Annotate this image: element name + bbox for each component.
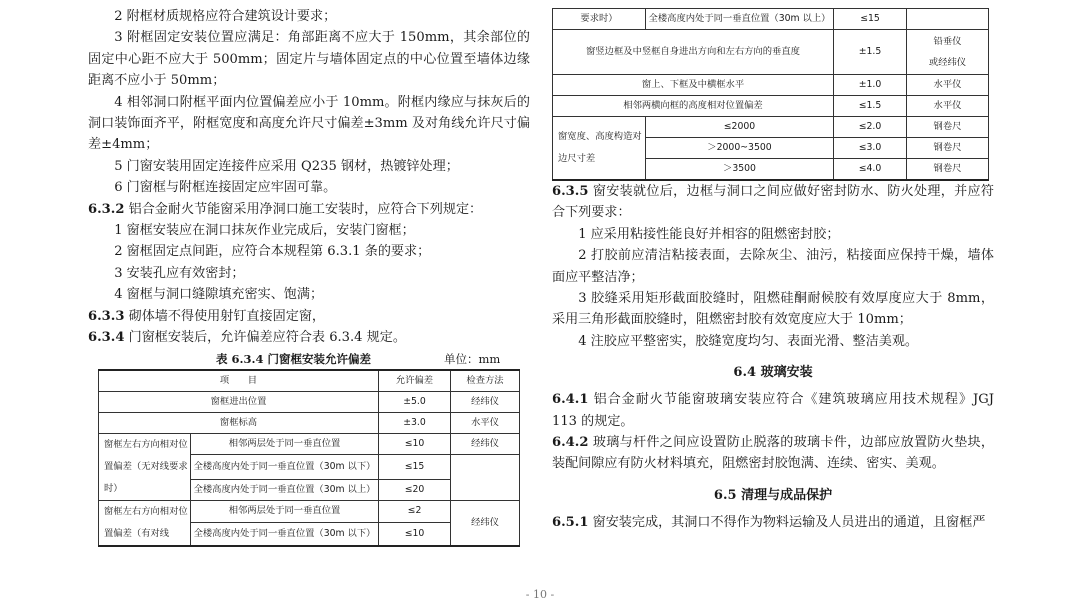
table-row <box>99 433 520 454</box>
row-item: 窗上、下框及中横框水平 <box>553 75 834 96</box>
clause-6-3-2-item-3: 3 安装孔应有效密封； <box>114 265 245 281</box>
header-tolerance: 允许偏差 <box>379 370 451 392</box>
clause-text: 玻璃与杆件之间应设置防止脱落的玻璃卡件，边部应放置防火垫块，装配间隙应有防火材料填充，阻燃密封胶饱满、连续、密实、美观。 <box>552 435 994 472</box>
clause-6-3-4 <box>88 327 530 348</box>
clause-number: 6.3.5 <box>552 184 589 199</box>
clause-6-4-1 <box>552 389 994 432</box>
clause-6-5-1 <box>552 512 994 533</box>
row-item: 窗竖边框及中竖框自身进出方向和左右方向的垂直度 <box>553 30 834 75</box>
group-label: 窗框左右方向相对位置偏差（有对线 <box>99 500 191 546</box>
row-tolerance: ±5.0 <box>379 391 451 412</box>
row-method: 水平仪 <box>907 96 989 117</box>
clause-6-3-1-item-6: 6 门窗框与附框连接固定应牢固可靠。 <box>114 180 337 196</box>
section-heading-6-4: 6.4 玻璃安装 <box>733 365 813 381</box>
row-tolerance: ±1.5 <box>834 30 907 75</box>
clause-text: 门窗框安装后，允许偏差应符合表 6.3.4 规定。 <box>128 330 406 346</box>
table-title: 表 6.3.4 门窗框安装允许偏差 <box>216 351 372 366</box>
row-item: 全楼高度内处于同一垂直位置（30m 以上） <box>191 479 379 500</box>
section-heading-6-5: 6.5 清理与成品保护 <box>713 487 833 503</box>
row-method: 经纬仪 <box>451 500 520 546</box>
table-row <box>553 30 989 75</box>
clause-6-3-1-item-4: 4 相邻洞口附框平面内位置偏差应小于 10mm。附框内缘应与抹灰后的洞口装饰面齐平，附框宽度和高度允许尺寸偏差±3mm 及对角线允许尺寸偏差±4mm； <box>88 94 530 153</box>
row-item: ≤2000 <box>646 117 834 138</box>
method-line: 铅垂仪 <box>933 36 962 47</box>
clause-text: 窗安装就位后，边框与洞口之间应做好密封防水、防火处理，并应符合下列要求： <box>552 184 994 221</box>
row-method-empty <box>907 9 989 30</box>
row-tolerance: ≤10 <box>379 522 451 545</box>
header-method: 检查方法 <box>451 370 520 392</box>
table-row <box>553 96 989 117</box>
left-column <box>88 6 530 547</box>
row-method: 水平仪 <box>907 75 989 96</box>
tolerance-table-part-1 <box>98 369 520 547</box>
clause-6-3-5-item-1: 1 应采用粘接性能良好并相容的阻燃密封胶； <box>578 226 840 242</box>
row-method: 钢卷尺 <box>907 159 989 181</box>
row-tolerance: ≤3.0 <box>834 138 907 159</box>
row-tolerance: ≤15 <box>379 454 451 479</box>
clause-number: 6.4.1 <box>552 392 589 408</box>
table-row <box>99 500 520 522</box>
row-item: 全楼高度内处于同一垂直位置（30m 以下） <box>191 454 379 479</box>
row-item: 全楼高度内处于同一垂直位置（30m 以上） <box>646 9 834 30</box>
row-item: 相邻两横向框的高度相对位置偏差 <box>553 96 834 117</box>
method-line: 或经纬仪 <box>928 57 967 68</box>
row-method: 水平仪 <box>451 412 520 433</box>
right-column <box>552 8 994 533</box>
tolerance-table-part-2 <box>552 8 989 181</box>
table-caption <box>88 349 530 369</box>
row-tolerance: ±3.0 <box>379 412 451 433</box>
row-tolerance: ≤2.0 <box>834 117 907 138</box>
row-tolerance: ≤1.5 <box>834 96 907 117</box>
table-unit: 单位：mm <box>444 351 501 366</box>
row-item: 窗框进出位置 <box>99 391 379 412</box>
clause-number: 6.3.3 <box>88 308 125 324</box>
clause-6-3-5-item-2: 2 打胶前应清洁粘接表面，去除灰尘、油污，粘接面应保持干燥，墙体面应平整洁净； <box>552 248 994 285</box>
clause-6-4-2 <box>552 432 994 475</box>
row-item: 窗框标高 <box>99 412 379 433</box>
table-row <box>553 117 989 138</box>
table-row <box>553 9 989 30</box>
clause-6-3-5-item-4: 4 注胶应平整密实，胶缝宽度均匀、表面光滑、整洁美观。 <box>578 333 919 349</box>
row-method-empty <box>451 454 520 500</box>
row-item: 相邻两层处于同一垂直位置 <box>191 500 379 522</box>
row-method <box>907 30 989 75</box>
row-tolerance: ±1.0 <box>834 75 907 96</box>
row-item: 相邻两层处于同一垂直位置 <box>191 433 379 454</box>
clause-6-3-1-item-2: 2 附框材质规格应符合建筑设计要求； <box>114 9 337 24</box>
group-label: 窗宽度、高度构造对边尺寸差 <box>553 117 646 181</box>
clause-6-3-2 <box>88 199 530 220</box>
group-label: 要求时） <box>553 9 646 30</box>
clause-6-3-2-item-1: 1 窗框安装应在洞口抹灰作业完成后，安装门窗框； <box>114 223 415 239</box>
clause-text: 窗安装完成，其洞口不得作为物料运输及人员进出的通道，且窗框严 <box>592 514 986 530</box>
row-method: 钢卷尺 <box>907 138 989 159</box>
clause-text: 铝合金耐火节能窗采用净洞口施工安装时，应符合下列规定： <box>128 201 483 217</box>
clause-number: 6.5.1 <box>552 514 589 530</box>
row-tolerance: ≤10 <box>379 433 451 454</box>
clause-6-3-2-item-2: 2 窗框固定点间距，应符合本规程第 6.3.1 条的要求； <box>114 244 431 260</box>
row-tolerance: ≤2 <box>379 500 451 522</box>
row-tolerance: ≤15 <box>834 9 907 30</box>
table-row <box>99 391 520 412</box>
table-row <box>99 412 520 433</box>
page-number: - 10 - <box>525 588 555 601</box>
clause-6-3-3 <box>88 306 530 327</box>
clause-text: 铝合金耐火节能窗玻璃安装应符合《建筑玻璃应用技术规程》JGJ 113 的规定。 <box>552 392 994 429</box>
clause-number: 6.4.2 <box>552 435 589 451</box>
row-tolerance: ≤4.0 <box>834 159 907 181</box>
row-tolerance: ≤20 <box>379 479 451 500</box>
clause-text: 砌体墙不得使用射钉直接固定窗， <box>128 308 326 324</box>
row-item: ＞3500 <box>646 159 834 181</box>
clause-6-3-1-item-3: 3 附框固定安装位置应满足：角部距离不应大于 150mm，其余部位的固定中心距不应大于 500mm；固定片与墙体固定点的中心位置至墙体边缘距离不应小于 50mm； <box>88 30 530 89</box>
row-method: 经纬仪 <box>451 391 520 412</box>
table-row <box>553 75 989 96</box>
group-label: 窗框左右方向相对位置偏差（无对线要求时） <box>99 433 191 500</box>
row-method: 经纬仪 <box>451 433 520 454</box>
header-item: 项 目 <box>99 370 379 392</box>
clause-6-3-5-item-3: 3 胶缝采用矩形截面胶缝时，阻燃硅酮耐候胶有效厚度应大于 8mm，采用三角形截面胶缝时，阻燃密封胶有效宽度应大于 10mm； <box>552 291 994 328</box>
row-item: ＞2000~3500 <box>646 138 834 159</box>
row-method: 钢卷尺 <box>907 117 989 138</box>
clause-6-3-2-item-4: 4 窗框与洞口缝隙填充密实、饱满； <box>114 287 324 303</box>
row-item: 全楼高度内处于同一垂直位置（30m 以下） <box>191 522 379 545</box>
clause-6-3-5 <box>552 181 994 224</box>
table-header-row <box>99 370 520 392</box>
clause-6-3-1-item-5: 5 门窗安装用固定连接件应采用 Q235 钢材，热镀锌处理； <box>114 158 459 174</box>
clause-number: 6.3.4 <box>88 330 125 346</box>
clause-number: 6.3.2 <box>88 201 125 217</box>
